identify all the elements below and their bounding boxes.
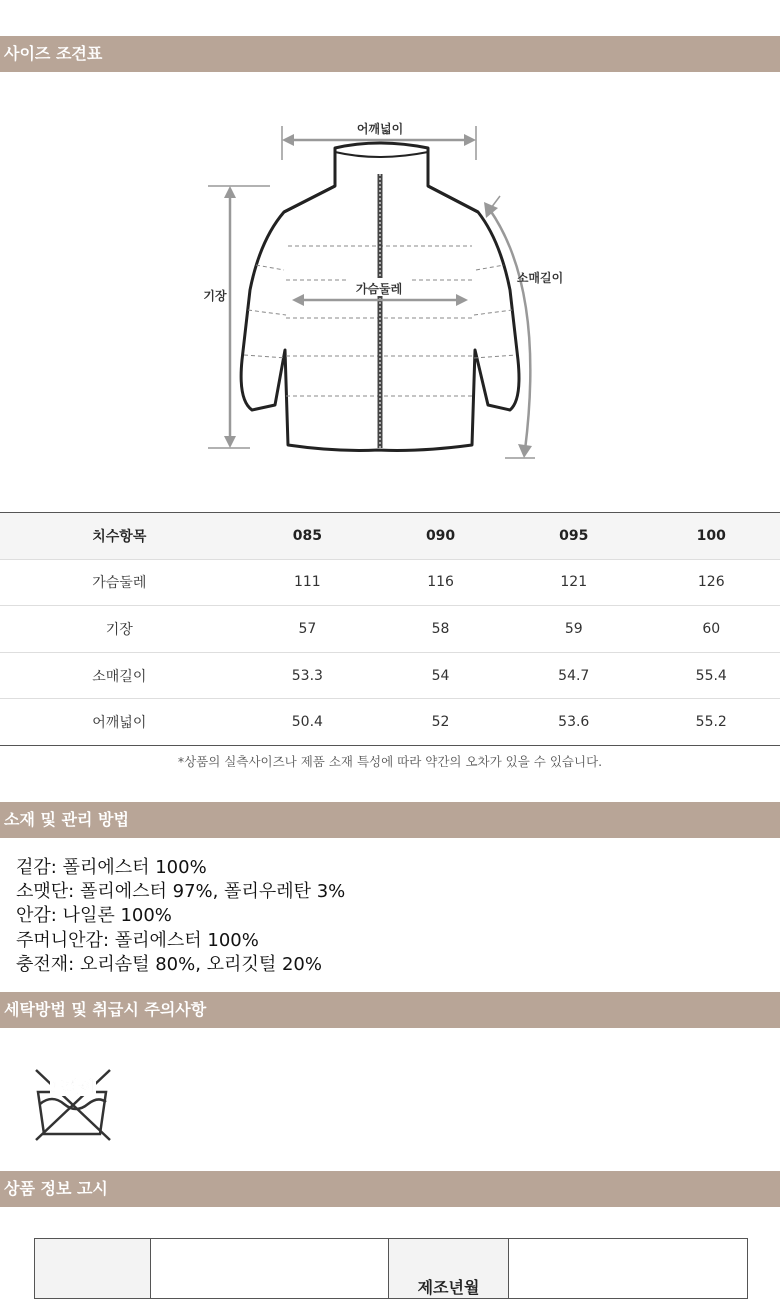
table-cell: 58	[376, 606, 505, 653]
size-table-header-cell: 090	[376, 513, 505, 560]
table-cell: 111	[239, 559, 376, 606]
table-cell: 126	[642, 559, 780, 606]
size-table-header-cell: 100	[642, 513, 780, 560]
table-cell: 소매길이	[0, 652, 239, 699]
table-row	[0, 699, 780, 746]
no-wash-dry-icon	[30, 1064, 114, 1144]
size-table-header-cell: 치수항목	[0, 513, 239, 560]
diagram-label-shoulder: 어깨넓이	[356, 122, 404, 136]
size-table-header-row	[0, 513, 780, 560]
table-cell: 121	[505, 559, 642, 606]
size-table-header-cell: 085	[239, 513, 376, 560]
diagram-label-sleeve: 소매길이	[516, 271, 564, 285]
material-item: 안감: 나일론 100%	[16, 905, 172, 927]
diagram-label-chest: 가슴둘레	[355, 282, 403, 296]
table-cell: 55.4	[642, 652, 780, 699]
jacket-measurement-diagram	[0, 100, 780, 480]
material-item: 충전재: 오리솜털 80%, 오리깃털 20%	[16, 953, 322, 975]
table-cell: 50.4	[239, 699, 376, 746]
table-cell	[151, 1239, 389, 1299]
section-title-material: 소재 및 관리 방법	[4, 810, 129, 829]
section-header-size-chart	[0, 36, 780, 72]
product-info-label-manufacture-date: 제조년월	[417, 1278, 480, 1297]
table-cell: 60	[642, 606, 780, 653]
table-cell: 54	[376, 652, 505, 699]
material-item: 주머니안감: 폴리에스터 100%	[16, 929, 259, 951]
table-cell: 59	[505, 606, 642, 653]
table-cell: 116	[376, 559, 505, 606]
material-item: 겉감: 폴리에스터 100%	[16, 857, 207, 878]
section-header-washing	[0, 992, 780, 1028]
size-table	[0, 512, 780, 746]
table-cell: 55.2	[642, 699, 780, 746]
table-cell: 52	[376, 699, 505, 746]
diagram-label-length: 기장	[203, 289, 227, 303]
section-title-product-info: 상품 정보 고시	[4, 1179, 108, 1198]
table-row	[0, 652, 780, 699]
table-cell	[509, 1239, 748, 1299]
table-cell: 57	[239, 606, 376, 653]
table-cell	[389, 1239, 509, 1299]
product-info-table	[34, 1238, 748, 1297]
section-header-material	[0, 802, 780, 838]
table-row	[0, 559, 780, 606]
table-cell: 53.3	[239, 652, 376, 699]
table-cell: 기장	[0, 606, 239, 653]
table-cell: 54.7	[505, 652, 642, 699]
table-cell: 어깨넓이	[0, 699, 239, 746]
wash-icon-label: 드라이	[51, 1078, 95, 1096]
size-table-header-cell: 095	[505, 513, 642, 560]
size-note: *상품의 실측사이즈나 제품 소재 특성에 따라 약간의 오차가 있을 수 있습니다.	[177, 754, 603, 769]
section-header-product-info	[0, 1171, 780, 1207]
table-row	[35, 1239, 748, 1299]
table-cell: 53.6	[505, 699, 642, 746]
table-cell	[35, 1239, 151, 1299]
material-list	[16, 856, 345, 977]
table-row	[0, 606, 780, 653]
material-item: 소맷단: 폴리에스터 97%, 폴리우레탄 3%	[16, 881, 346, 903]
table-cell: 가슴둘레	[0, 559, 239, 606]
section-title-size-chart: 사이즈 조견표	[4, 44, 103, 63]
section-title-washing: 세탁방법 및 취급시 주의사항	[4, 1000, 207, 1019]
